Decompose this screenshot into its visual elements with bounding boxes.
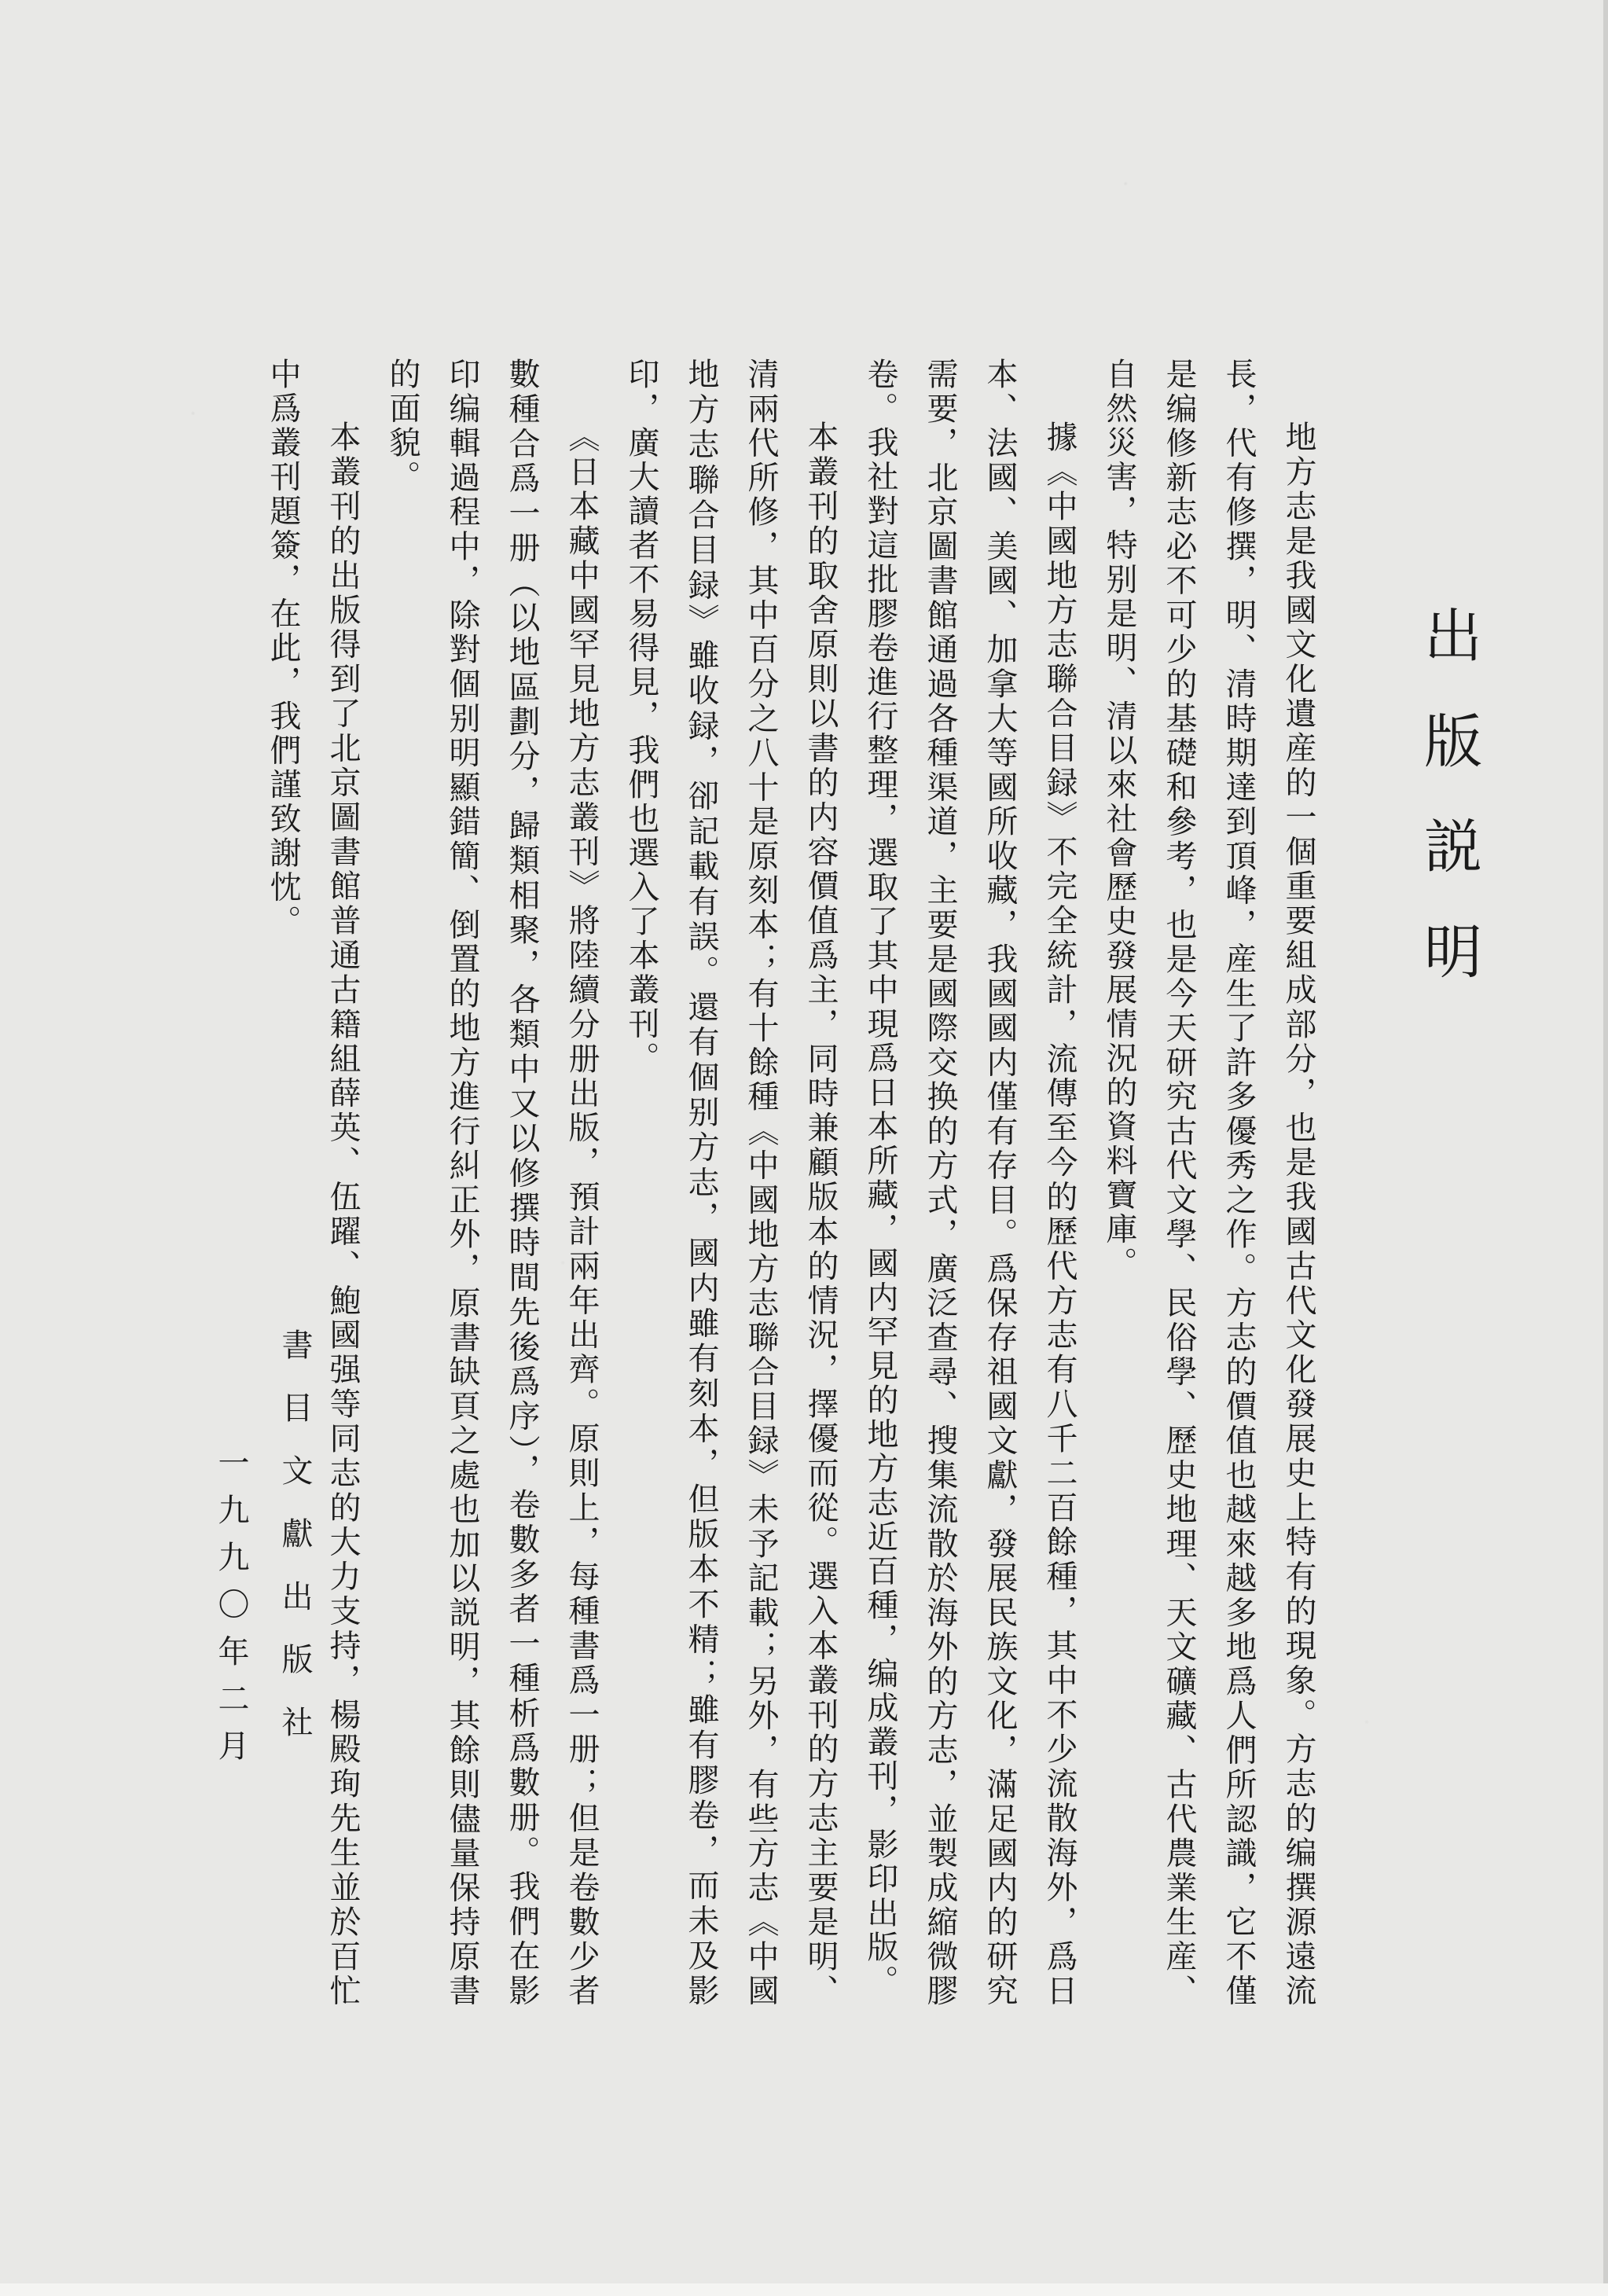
paragraph-2: 據《中國地方志聯合目録》不完全統計，流傳至今的歷代方志有八千二百餘種，其中不少流散海外，爲日本、法國、美國、加拿大等國所收藏，我國國内僅有存目。爲保存祖國文獻，發展民族文化，滿足國内的研究需要，北京圖書館通過各種渠道，主要是國際交换的方式，廣泛查尋、搜集流散於海外的方志，並製成縮微膠卷。我社對這批膠卷進行整理，選取了其中現爲日本所藏，國内罕見的地方志近百種，编成叢刊，影印出版。 (862, 358, 1078, 2008)
document-title: 出版説明 (1415, 605, 1482, 1027)
paragraph-1: 地方志是我國文化遺産的一個重要組成部分，也是我國古代文化發展史上特有的現象。方志的编撰源遠流長，代有修撰，明、清時期達到頂峰，産生了許多優秀之作。方志的價值也越來越多地爲人們所認識，它不僅是编修新志必不可少的基礎和參考，也是今天研究古代文學、民俗學、歷史地理、天文礦藏、古代農業生産、自然災害，特别是明、清以來社會歷史發展情況的資料寶庫。 (1101, 358, 1316, 2008)
paragraph-5: 本叢刊的出版得到了北京圖書館普通古籍組薛英、伍躍、鮑國强等同志的大力支持，楊殿珣先生並於百忙中爲叢刊題簽，在此，我們謹致謝忱。 (265, 358, 361, 2008)
publisher-signature: 書目文獻出版社 (277, 1328, 313, 1769)
publication-date: 一九九〇年二月 (213, 1446, 249, 1776)
page-bottom-edge (0, 2283, 1608, 2296)
paragraph-4: 《日本藏中國罕見地方志叢刊》將陸續分册出版，預計兩年出齊。原則上，每種書爲一册；但是卷數少者數種合爲一册（以地區劃分，歸類相聚，各類中又以修撰時間先後爲序），卷數多者一種析爲數册。我們在影印编輯過程中，除對個别明顯錯簡、倒置的地方進行糾正外，原書缺頁之處也加以説明，其餘則儘量保持原書的面貌。 (384, 358, 600, 2008)
paragraph-3: 本叢刊的取舍原則以書的内容價值爲主，同時兼顧版本的情況，擇優而從。選入本叢刊的方志主要是明、清兩代所修，其中百分之八十是原刻本；有十餘種《中國地方志聯合目録》未予記載；另外，有些方志《中國地方志聯合目録》雖收録，卻記載有誤。還有個别方志，國内雖有刻本，但版本不精；雖有膠卷，而未及影印，廣大讀者不易得見，我們也選入了本叢刊。 (623, 358, 839, 2008)
page-edge-shadow (1603, 0, 1608, 2296)
